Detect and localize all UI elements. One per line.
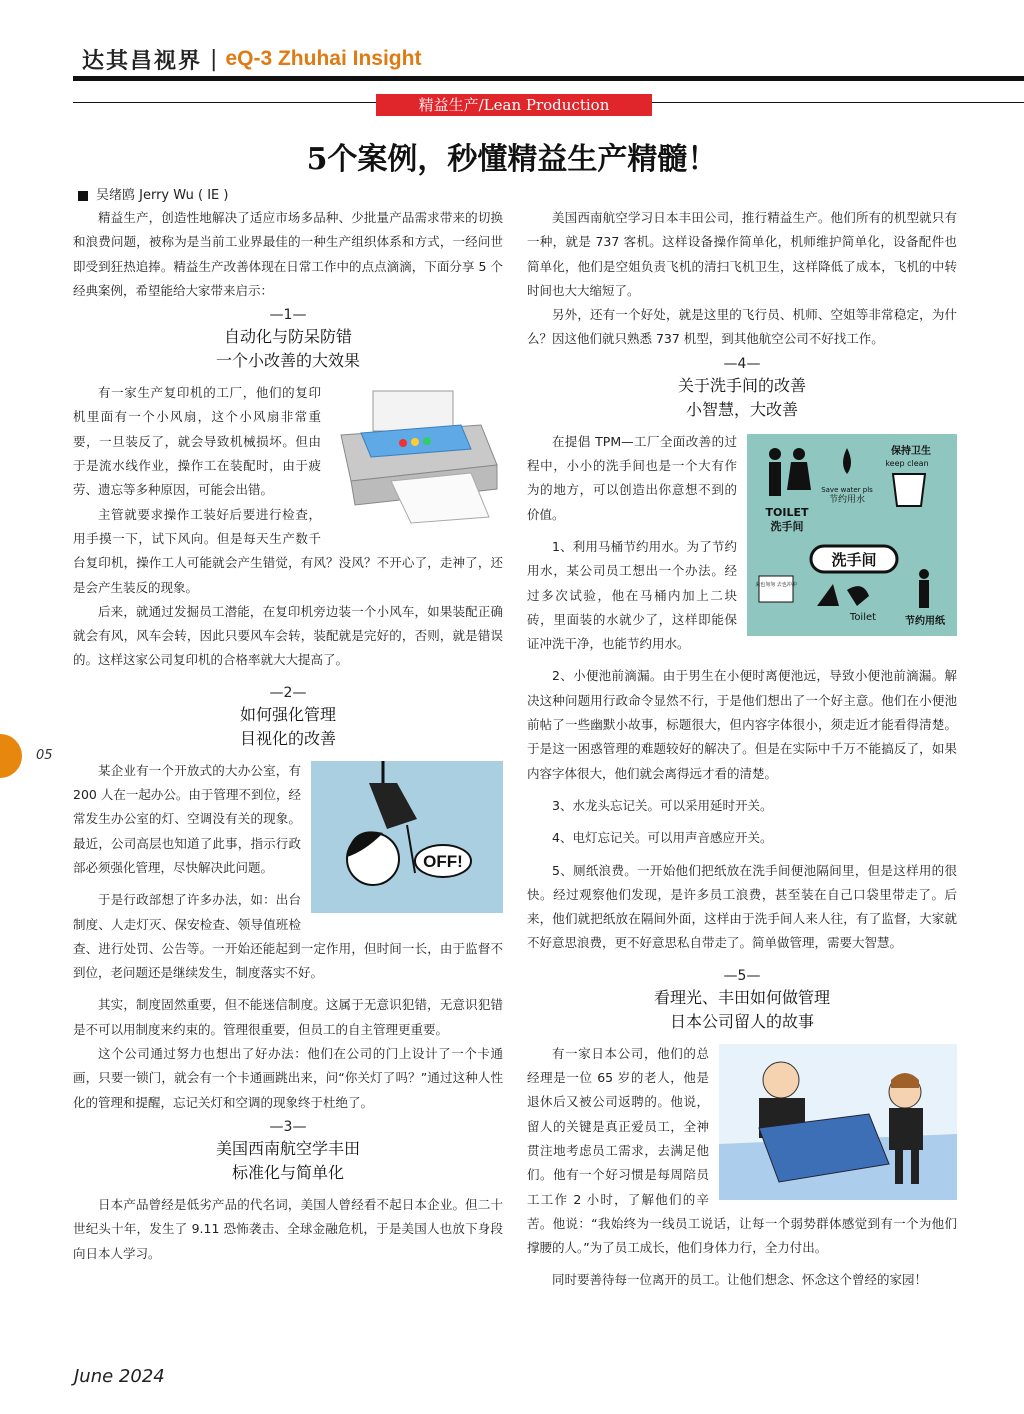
section-4-paragraph-3: 2、小便池前滴漏。由于男生在小便时离便池远，导致小便池前滴漏。解决这种问题用行政命令显然不行，于是他们想出了一个好主意。他们在小便池前帖了一些幽默小故事，标题很大，但内容字体很小，须走近才能看得清楚。于是这一困惑管理的难题较好的解决了。但是在实际中千万不能搞反了，如果内容字体很大，他们就会离得远才看的清楚。: [527, 668, 957, 781]
masthead-cn: 达其昌视界: [82, 47, 203, 74]
section-2-paragraph-2: 于是行政部想了许多办法，如：出台制度、人走灯灭、保安检查、领导值班检查、进行处罚、公告等。一开始还能起到一定作用，但时间一长，由于监督不到位，老问题还是继续发生，制度落实不好。: [73, 892, 503, 981]
heel-icon: [817, 584, 839, 606]
printer-button-yellow: [411, 438, 419, 446]
printer-button-green: [423, 437, 431, 445]
manager-head: [763, 1062, 799, 1098]
section-4-paragraph-1: 在提倡 TPM—工厂全面改善的过程中，小小的洗手间也是一个大有作为的地方，可以创造出你意想不到的价值。: [527, 433, 737, 522]
section-3-paragraph-2: 美国西南航空学习日本丰田公司，推行精益生产。他们所有的机型就只有一种，就是 737 客机。这样设备操作简单化，机师维护简单化，设备配件也简单化，他们是空姐负责飞机的清扫飞机卫生，这样降低了成本，飞机的中转时间也大大缩短了。: [527, 210, 957, 298]
section-5-paragraph-2: 同时要善待每一位离开的员工。让他们想念、怀念这个曾经的家园！: [552, 1272, 928, 1288]
section-4-paragraph-6: 5、厕纸浪费。一开始他们把纸放在洗手间便池隔间里，但是这样用的很快。经过观察他们发现，是许多员工浪费，甚至装在自己口袋里带走了。后来，他们就把纸放在隔间外面，这样由于洗手间人来人往，有了监督，大家就不好意思浪费，更不好意思私自带走了。简单做管理，需要大智慧。: [527, 862, 957, 951]
lamp-off-illustration: [311, 761, 503, 913]
section-5-number: —5—: [723, 967, 761, 984]
section-tag: 精益生产/Lean Production: [376, 94, 652, 116]
section-2-paragraph-3: 其实，制度固然重要，但不能迷信制度。这属于无意识犯错，无意识犯错是不可以用制度来约束的。管理很重要，但员工的自主管理更重要。: [73, 997, 503, 1037]
footer-date: June 2024: [74, 1366, 165, 1387]
masthead: [82, 42, 421, 76]
section-1-paragraph-1: 有一家生产复印机的工厂，他们的复印机里面有一个小风扇，这个小风扇非常重要，一旦装反了，就会导致机械损坏。但由于是流水线作业，操作工在装配时，由于疲劳、遗忘等多种原因，可能会出错。: [73, 385, 321, 498]
water-en-label: Save water pls: [821, 485, 873, 494]
section-2-number: —2—: [269, 684, 307, 701]
flush-label: 来也匆匆 去也冲冲: [755, 581, 797, 588]
toilet-cn-label: 洗手间: [770, 519, 804, 533]
section-4-paragraph-2: 1、利用马桶节约用水。为了节约用水，某公司员工想出一个办法。经过多次试验，他在马桶内加上二块砖，里面装的水就少了，这样即能保证冲洗干净，也能节约用水。: [527, 538, 737, 652]
interview-illustration: [719, 1044, 957, 1200]
candidate-body: [889, 1108, 923, 1150]
page-number-tab: [0, 734, 22, 778]
water-cn-label: 节约用水: [828, 494, 866, 505]
section-4-heading-1: 关于洗手间的改善: [677, 375, 806, 395]
water-drop-icon: [843, 448, 851, 474]
right-column: [527, 206, 957, 1293]
left-column: [73, 206, 503, 1266]
section-2-paragraph-1: 某企业有一个开放式的大办公室，有 200 人在一起办公。由于管理不到位，经常发生办公室的灯、空调没有关的现象。最近，公司高层也知道了此事，指示行政部必须强化管理，尽快解决此问题。: [73, 762, 301, 875]
section-3-paragraph-3: 另外，还有一个好处，就是这里的飞行员、机师、空姐等非常稳定，为什么？因这他们就只熟悉 737 机型，到其他航空公司不好找工作。: [527, 307, 957, 347]
cup-icon: [893, 474, 925, 506]
section-4-paragraph-4: 3、水龙头忘记关。可以采用延时开关。: [552, 797, 773, 813]
toilet-en-label: TOILET: [765, 505, 809, 519]
toilet-bowl-icon: [847, 586, 869, 606]
section-5-paragraph-1: 有一家日本公司，他们的总经理是一位 65 岁的老人，他是退休后又被公司返聘的。他说，留人的关键是真正爱员工，全神贯注地考虑员工需求，去满足他们。他有一个好习惯是每周陪员工工作 2 小时，了解他们的辛苦。他说：“我始终为一线员工说话，让每一个弱势群体感觉到有一个为他们撑腰的人。”为了员工成长，他们身体力行，全力付出。: [527, 1045, 957, 1256]
section-2-heading-1: 如何强化管理: [239, 704, 336, 724]
section-3-heading-2: 标准化与简单化: [231, 1162, 344, 1182]
intro-paragraph: 精益生产，创造性地解决了适应市场多品种、少批量产品需求带来的切换和浪费问题，被称为是当前工业界最佳的一种生产组织体系和方式，一经问世即受到狂热追捧。精益生产改善体现在日常工作中的点点滴滴，下面分享 5 个经典案例，希望能给大家带来启示：: [73, 210, 503, 298]
paper-man-icon: [919, 580, 929, 608]
header-rule-thick: [73, 76, 1024, 81]
section-3-number: —3—: [269, 1118, 307, 1135]
printer-illustration: [331, 385, 503, 529]
section-1-paragraph-2: 主管就要求操作工装好后要进行检查，用手摸一下，试下风向。但是每天生产数千台复印机，操作工人可能就会产生错觉，有风？没风？不开心了，走神了，还是会产生装反的现象。: [73, 506, 503, 595]
flush-icon: [759, 576, 793, 602]
clean-cn-label: 保持卫生: [891, 445, 931, 457]
printer-button-red: [399, 439, 407, 447]
paper-label: 节约用纸: [905, 615, 945, 627]
section-2-heading-2: 目视化的改善: [239, 728, 336, 748]
section-5-heading-2: 日本公司留人的故事: [669, 1011, 814, 1031]
off-label: OFF!: [423, 851, 463, 871]
section-2-paragraph-4: 这个公司通过努力也想出了好办法：他们在公司的门上设计了一个卡通画，只要一锁门，就会有一个卡通画跳出来，问“你关灯了吗？”通过这种人性化的管理和提醒，忘记关灯和空调的现象终于杜绝了。: [73, 1046, 503, 1110]
lamp-cord: [407, 825, 415, 873]
section-3-heading-1: 美国西南航空学丰田: [215, 1138, 360, 1158]
toilet2-label: Toilet: [849, 611, 877, 623]
section-1-paragraph-3: 后来，就通过发掘员工潜能，在复印机旁边装一个小风车，如果装配正确就会有风，风车会转，因此只要风车会转，装配就是完好的，否则，就是错误的。这样这家公司复印机的合格率就大大提高了。: [73, 603, 503, 668]
candidate-hair: [891, 1073, 919, 1088]
section-1-heading-2: 一个小改善的大效果: [215, 351, 360, 371]
section-1-number: —1—: [269, 307, 307, 324]
section-1-heading-1: 自动化与防呆防错: [223, 327, 352, 347]
author-line: [78, 184, 228, 203]
author-name: 吴绪鸥 Jerry Wu ( IE ): [96, 188, 229, 203]
section-4-heading-2: 小智慧，大改善: [685, 399, 798, 419]
woman-icon: [793, 448, 805, 460]
page-number: 05: [36, 748, 53, 763]
section-4-number: —4—: [723, 355, 761, 372]
lamp-shade: [369, 783, 417, 829]
clean-en-label: keep clean: [885, 458, 929, 468]
masthead-en: eQ-3 Zhuhai Insight: [225, 47, 422, 70]
printer-paper-tray: [373, 391, 453, 431]
masthead-separator: |: [210, 46, 218, 72]
man-icon: [769, 448, 781, 460]
section-4-paragraph-5: 4、电灯忘记关。可以用声音感应开关。: [552, 830, 773, 846]
printer-output-paper: [391, 473, 489, 523]
author-bullet-icon: [78, 191, 88, 201]
article-title: 5个案例，秒懂精益生产精髓！: [306, 142, 718, 177]
section-5-heading-1: 看理光、丰田如何做管理: [653, 987, 830, 1007]
section-3-paragraph-1: 日本产品曾经是低劣产品的代名词，美国人曾经看不起日本企业。但二十世纪头十年，发生了 9.11 恐怖袭击、全球金融危机，于是美国人也放下身段向日本人学习。: [73, 1196, 503, 1261]
center-sign-label: 洗手间: [831, 550, 877, 569]
restroom-signs-illustration: [747, 434, 957, 636]
